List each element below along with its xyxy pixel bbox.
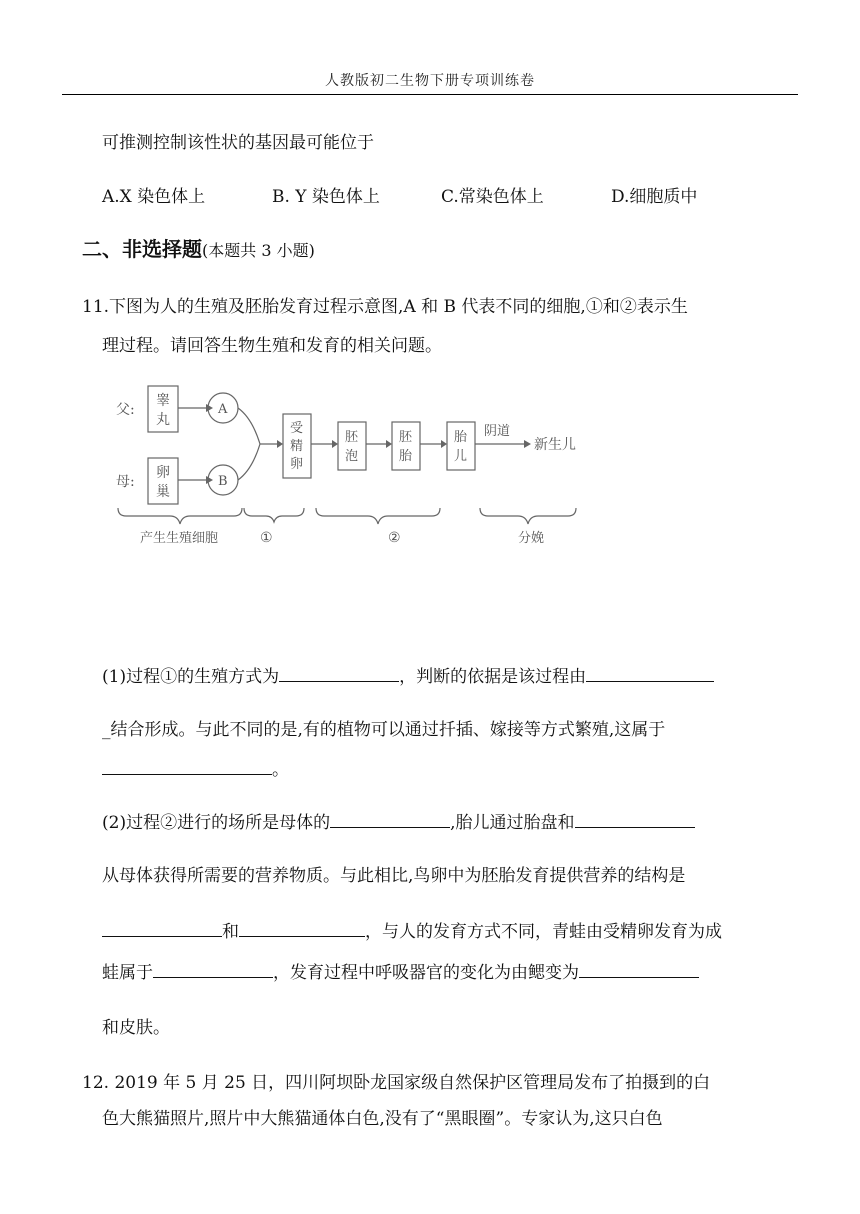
section-title: 二、非选择题 [82,237,202,261]
answer-blank-9[interactable] [579,962,699,978]
q10-option-c: C.常染色体上 [441,187,544,207]
stage-1-label: ① [260,530,273,546]
q12-stem-line1: 12. 2019 年 5 月 25 日，四川阿坝卧龙国家级自然保护区管理局发布了拍摄到的白 [82,1073,711,1093]
answer-blank-8[interactable] [153,962,273,978]
q11-part1-line3 [102,755,289,780]
q11-stem-line1: 11.下图为人的生殖及胚胎发育过程示意图,A 和 B 代表不同的细胞,①和②表示生 [82,297,688,317]
q11-part1-text-d: 。 [272,760,289,780]
q10-stem-tail: 可推测控制该性状的基因最可能位于 [102,133,374,153]
cell-b-label: B [218,474,228,489]
q10-option-b: B. Y 染色体上 [272,187,380,207]
q11-part1-line2: _结合形成。与此不同的是,有的植物可以通过扦插、嫁接等方式繁殖,这属于 [102,720,666,740]
q11-part2-text-f: 蛙属于 [102,963,153,983]
cell-a-label: A [218,402,228,417]
q11-part2-line1 [102,808,695,833]
q11-part1-line1 [102,662,714,687]
section-heading [82,233,315,262]
q11-part2-line2: 从母体获得所需要的营养物质。与此相比,鸟卵中为胚胎发育提供营养的结构是 [102,866,686,886]
q12-stem-line2: 色大熊猫照片,照片中大熊猫通体白色,没有了“黑眼圈”。专家认为,这只白色 [102,1109,663,1129]
mother-label: 母: [116,474,135,490]
answer-blank-4[interactable] [330,812,450,828]
fetus-char-2: 儿 [454,449,468,464]
section-note: (本题共 3 小题) [202,241,315,260]
q11-part1-text-b: ，判断的依据是该过程由 [399,667,587,687]
q11-stem-line2: 理过程。请回答生物生殖和发育的相关问题。 [102,336,442,356]
answer-blank-1[interactable] [279,666,399,682]
running-header: 人教版初二生物下册专项训练卷 [325,73,535,89]
q10-option-d: D.细胞质中 [611,187,698,207]
ovary-char-1: 卵 [156,465,170,481]
zygote-char-2: 精 [290,439,304,454]
q11-part2-line3 [102,917,722,942]
q11-part1-text-a: (1)过程①的生殖方式为 [102,667,280,687]
testis-char-2: 丸 [156,412,170,428]
q11-part2-text-g: ，发育过程中呼吸器官的变化为由鳃变为 [273,963,579,983]
answer-blank-3[interactable] [102,759,272,775]
answer-blank-5[interactable] [575,812,695,828]
q11-part2-text-b: ,胎儿通过胎盘和 [450,813,575,833]
blastocyst-char-2: 泡 [345,449,359,464]
q10-option-a: A.X 染色体上 [102,187,206,207]
q11-part2-text-d: 和 [222,922,239,942]
answer-blank-6[interactable] [102,921,222,937]
q11-part2-line4 [102,958,699,983]
reproduction-diagram [100,378,600,558]
stage-2-label: ② [388,530,401,546]
q11-part2-text-e: ，与人的发育方式不同，青蛙由受精卵发育为成 [365,922,722,942]
testis-char-1: 睾 [156,393,170,409]
q11-part2-line5: 和皮肤。 [102,1018,170,1038]
embryo-char-2: 胎 [399,449,413,464]
newborn-label: 新生儿 [534,437,576,453]
fetus-char-1: 胎 [454,430,468,445]
header-rule [62,94,798,95]
blastocyst-char-1: 胚 [345,430,359,445]
answer-blank-2[interactable] [586,666,714,682]
zygote-char-1: 受 [290,421,304,436]
q11-part2-text-a: (2)过程②进行的场所是母体的 [102,813,331,833]
stage-delivery-label: 分娩 [518,531,545,546]
ovary-char-2: 巢 [156,484,170,500]
zygote-char-3: 卵 [290,457,304,472]
father-label: 父: [116,402,135,418]
stage-gamete-label: 产生生殖细胞 [140,531,219,546]
embryo-char-1: 胚 [399,430,413,445]
vagina-label: 阴道 [484,424,511,439]
answer-blank-7[interactable] [239,921,365,937]
